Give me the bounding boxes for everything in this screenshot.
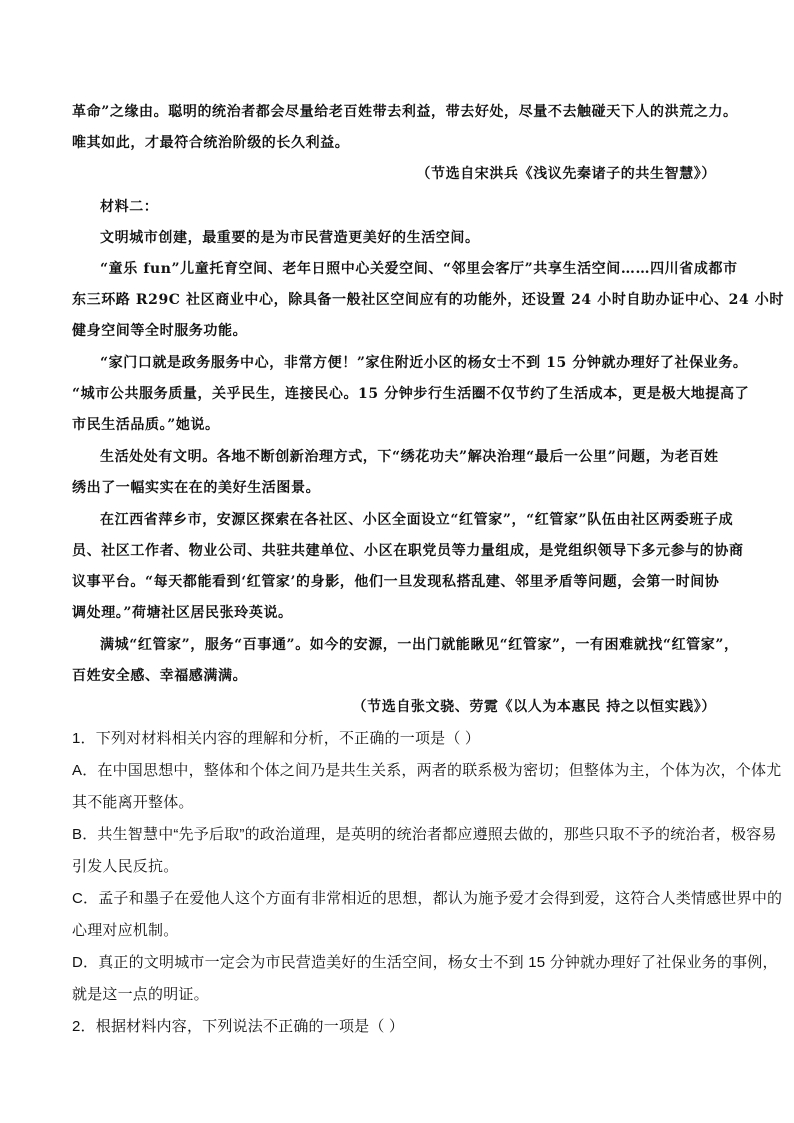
- q1-option-b-line-1: B．共生智慧中“先予后取”的政治道理，是英明的统治者都应遵照去做的，那些只取不予的统治者，极容易: [72, 826, 777, 843]
- passage1-line-2: 唯其如此，才最符合统治阶级的长久利益。: [72, 135, 350, 151]
- question-1: 1．下列对材料相关内容的理解和分析，不正确的一项是（ ）: [72, 730, 481, 747]
- q1-option-d-line-1: D．真正的文明城市一定会为市民营造美好的生活空间，杨女士不到 15 分钟就办理好了社保业务的事例，: [72, 954, 778, 971]
- paragraph-4-line-2: 绣出了一幅实实在在的美好生活图景。: [72, 480, 321, 496]
- paragraph-3-line-3: 市民生活品质。”她说。: [72, 417, 220, 433]
- paragraph-2-line-3: 健身空间等全时服务功能。: [72, 323, 248, 339]
- paragraph-5-line-1: 在江西省萍乡市，安源区探索在各社区、小区全面设立“红管家”，“红管家”队伍由社区两委班子成: [100, 512, 734, 528]
- paragraph-5-line-2: 员、社区工作者、物业公司、共驻共建单位、小区在职党员等力量组成，是党组织领导下多元参与的协商: [72, 543, 744, 559]
- q1-option-c-line-2: 心理对应机制。: [72, 922, 179, 939]
- material-two-heading: 材料二：: [100, 199, 159, 215]
- question-2: 2．根据材料内容，下列说法不正确的一项是（ ）: [72, 1018, 405, 1035]
- paragraph-3-line-1: “家门口就是政务服务中心，非常方便！”家住附近小区的杨女士不到 15 分钟就办理好了社保业务。: [100, 355, 748, 371]
- passage2-source: （节选自张文骁、劳霓《以人为本惠民 持之以恒实践》）: [352, 699, 716, 715]
- paragraph-2-line-2: 东三环路 R29C 社区商业中心，除具备一般社区空间应有的功能外，还设置 24 小时自助办证中心、24 小时: [72, 292, 784, 308]
- paragraph-4-line-1: 生活处处有文明。各地不断创新治理方式，下“绣花功夫”解决治理“最后一公里”问题，为老百姓: [100, 449, 719, 465]
- q1-option-a-line-1: A．在中国思想中，整体和个体之间乃是共生关系，两者的联系极为密切；但整体为主，个体为次，个体尤: [72, 762, 782, 779]
- q1-option-b-line-2: 引发人民反抗。: [72, 858, 179, 875]
- paragraph-5-line-4: 调处理。”荷塘社区居民张玲英说。: [72, 605, 293, 621]
- paragraph-2-line-1: “童乐 fun”儿童托育空间、老年日照中心关爱空间、“邻里会客厅”共享生活空间……四川省成都市: [100, 261, 738, 277]
- paragraph-6-line-2: 百姓安全感、幸福感满满。: [72, 668, 248, 684]
- paragraph-1: 文明城市创建，最重要的是为市民营造更美好的生活空间。: [100, 230, 480, 246]
- paragraph-5-line-3: 议事平台。“每天都能看到‘红管家’的身影，他们一旦发现私搭乱建、邻里矛盾等问题，会第一时间协: [72, 574, 720, 590]
- q1-option-a-line-2: 其不能离开整体。: [72, 794, 194, 811]
- q1-option-c-line-1: C．孟子和墨子在爱他人这个方面有非常相近的思想，都认为施予爱才会得到爱，这符合人类情感世界中的: [72, 890, 783, 907]
- paragraph-6-line-1: 满城“红管家”，服务“百事通”。如今的安源，一出门就能瞅见“红管家”，一有困难就找“红管家”，: [100, 637, 739, 653]
- q1-option-d-line-2: 就是这一点的明证。: [72, 986, 209, 1003]
- passage1-source: （节选自宋洪兵《浅议先秦诸子的共生智慧》）: [416, 166, 716, 182]
- passage1-line-1: 革命”之缘由。聪明的统治者都会尽量给老百姓带去利益，带去好处，尽量不去触碰天下人的洪荒之力。: [72, 104, 738, 120]
- paragraph-3-line-2: “城市公共服务质量，关乎民生，连接民心。15 分钟步行生活圈不仅节约了生活成本，更是极大地提高了: [72, 386, 750, 402]
